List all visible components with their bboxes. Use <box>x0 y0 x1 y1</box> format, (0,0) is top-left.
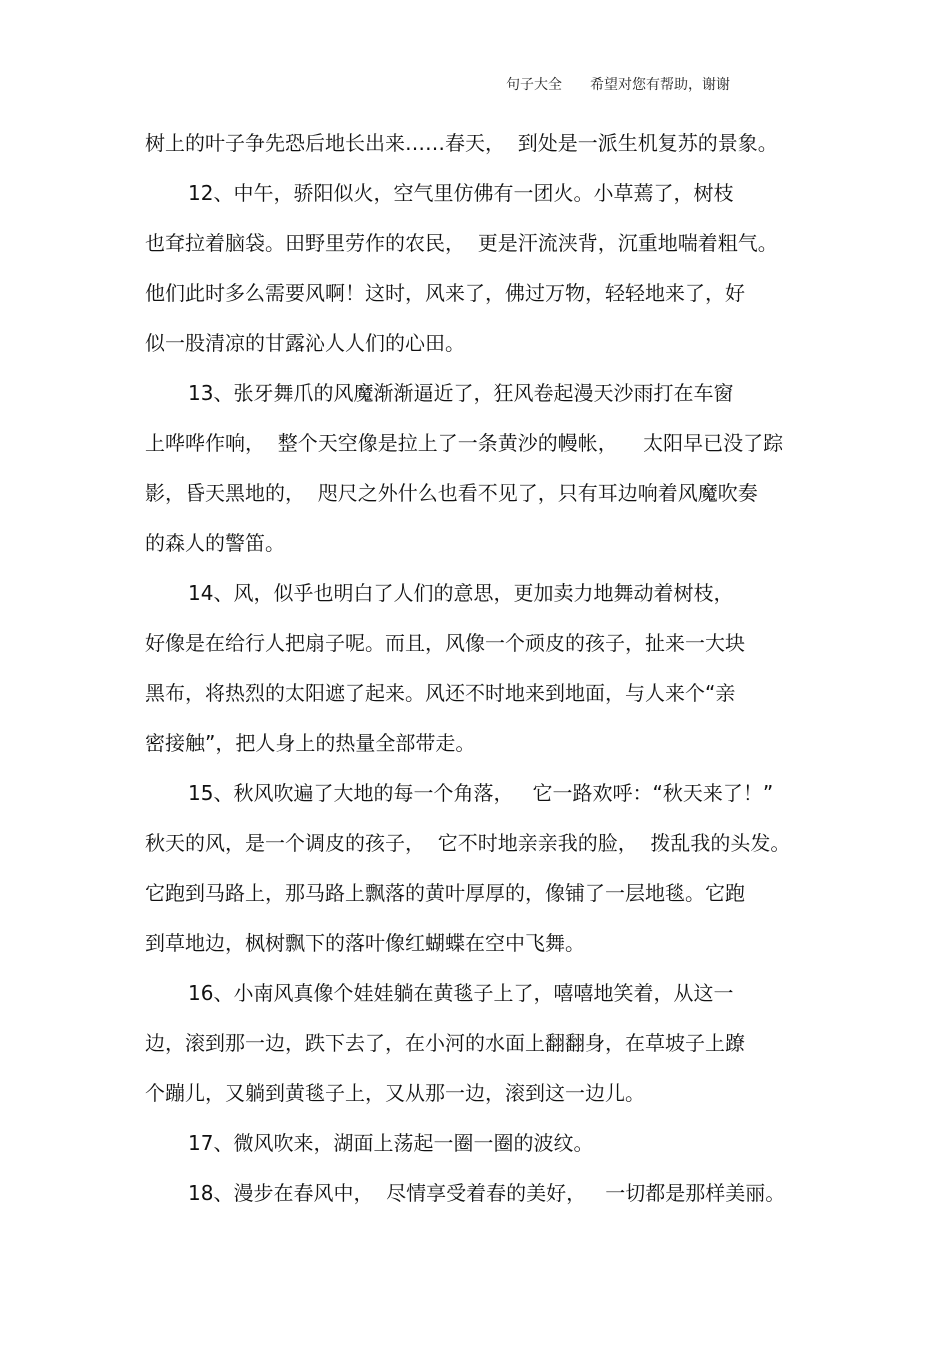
paragraph-15-first-line: 15、秋风吹遍了大地的每一个角落， 它一路欢呼：“秋天来了！” <box>188 781 774 805</box>
paragraph-17-line: 17、微风吹来，湖面上荡起一圈一圈的波纹。 <box>188 1131 594 1155</box>
text-line: 密接触”，把人身上的热量全部带走。 <box>145 731 476 755</box>
paragraph-14-first-line: 14、风，似乎也明白了人们的意思，更加卖力地舞动着树枝， <box>188 581 734 605</box>
text-line: 秋天的风，是一个调皮的孩子， 它不时地亲亲我的脸， 拨乱我的头发。 <box>145 831 791 855</box>
text-line: 也耷拉着脑袋。田野里劳作的农民， 更是汗流浃背，沉重地喘着粗气。 <box>145 231 778 255</box>
paragraph-16-first-line: 16、小南风真像个娃娃躺在黄毯子上了，嘻嘻地笑着，从这一 <box>188 981 734 1005</box>
text-line: 边，滚到那一边，跌下去了，在小河的水面上翻翻身，在草坡子上蹽 <box>145 1031 745 1055</box>
text-line: 影，昏天黑地的， 咫尺之外什么也看不见了，只有耳边响着风魔吹奏 <box>145 481 758 505</box>
text-line: 它跑到马路上，那马路上飘落的黄叶厚厚的，像铺了一层地毯。它跑 <box>145 881 745 905</box>
paragraph-13-first-line: 13、张牙舞爪的风魔渐渐逼近了，狂风卷起漫天沙雨打在车窗 <box>188 381 734 405</box>
text-line: 上哗哗作响， 整个天空像是拉上了一条黄沙的幔帐， 太阳早已没了踪 <box>145 431 784 455</box>
paragraph-18-line: 18、漫步在春风中， 尽情享受着春的美好， 一切都是那样美丽。 <box>188 1181 786 1205</box>
page-header <box>506 74 730 94</box>
paragraph-12-first-line: 12、中午，骄阳似火，空气里仿佛有一团火。小草蔫了，树枝 <box>188 181 734 205</box>
text-line: 的森人的警笛。 <box>145 531 285 555</box>
text-line: 好像是在给行人把扇子呢。而且，风像一个顽皮的孩子，扯来一大块 <box>145 631 745 655</box>
text-line: 个蹦儿，又躺到黄毯子上，又从那一边，滚到这一边儿。 <box>145 1081 645 1105</box>
text-line: 他们此时多么需要风啊！这时，风来了，佛过万物，轻轻地来了，好 <box>145 281 745 305</box>
text-line: 到草地边，枫树飘下的落叶像红蝴蝶在空中飞舞。 <box>145 931 585 955</box>
text-line: 树上的叶子争先恐后地长出来……春天， 到处是一派生机复苏的景象。 <box>145 131 778 155</box>
text-line: 似一股清凉的甘露沁人人们的心田。 <box>145 331 465 355</box>
header-left-text: 句子大全 <box>506 77 562 93</box>
text-line: 黑布，将热烈的太阳遮了起来。风还不时地来到地面，与人来个“亲 <box>145 681 736 705</box>
header-right-text: 希望对您有帮助，谢谢 <box>590 77 730 93</box>
